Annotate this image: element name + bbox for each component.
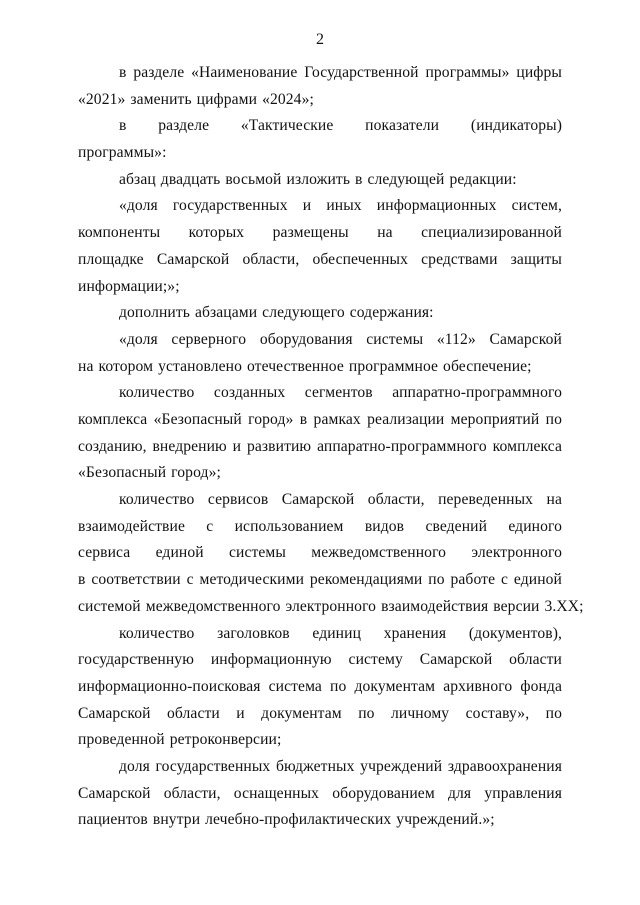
text-line: площадке Самарской области, обеспеченных средствами защиты	[78, 250, 562, 268]
text-line: Самарской области, оснащенных оборудованием для управления	[78, 784, 562, 802]
text-line: на котором установлено отечественное программное обеспечение;	[78, 357, 532, 375]
text-line: количество сервисов Самарской области, переведенных на	[119, 491, 562, 509]
text-line: «Безопасный город»;	[78, 464, 221, 482]
text-line: в разделе «Наименование Государственной программы» цифры	[119, 64, 562, 81]
paragraph-archive-headings	[78, 621, 562, 754]
text-line: сервиса единой системы межведомственного электронного	[78, 544, 562, 562]
text-line: в разделе «Тактические показатели (индикаторы)	[119, 117, 562, 135]
paragraph-info-systems-share	[78, 193, 562, 300]
paragraph-server-equipment-112	[78, 327, 562, 380]
paragraph-smev-services	[78, 487, 584, 620]
text-line: информационно-поисковая система по документам архивного фонда	[78, 677, 562, 695]
text-line: государственную информационную систему Самарской области	[78, 651, 562, 669]
text-line: программы»:	[78, 144, 167, 162]
paragraph-add-abzacs	[78, 300, 562, 327]
text-line: информации;»;	[78, 277, 180, 295]
text-line: «доля государственных и иных информационных систем,	[119, 197, 562, 215]
text-line: «доля серверного оборудования системы «112» Самарской	[119, 330, 562, 348]
paragraph-healthcare-institutions	[78, 754, 562, 834]
text-line: доля государственных бюджетных учреждений здравоохранения	[119, 758, 562, 776]
paragraph-abzac-28	[78, 167, 562, 194]
text-line: Самарской области и документам по личному составу», по	[78, 704, 562, 722]
text-line: «2021» заменить цифрами «2024»;	[78, 90, 314, 108]
text-line: количество заголовков единиц хранения (документов),	[119, 624, 562, 642]
document-body	[78, 60, 584, 834]
paragraph-tactical-indicators	[78, 113, 562, 166]
text-line: комплекса «Безопасный город» в рамках реализации мероприятий по	[78, 411, 562, 429]
text-line: взаимодействие с использованием видов сведений единого	[78, 517, 562, 535]
text-line: в соответствии с методическими рекомендациями по работе с единой	[78, 571, 562, 589]
text-line: созданию, внедрению и развитию аппаратно-программного комплекса	[78, 437, 562, 455]
text-line: пациентов внутри лечебно-профилактических учреждений.»;	[78, 811, 495, 829]
text-line: системой межведомственного электронного взаимодействия версии 3.XX;	[78, 597, 584, 615]
page-number: 2	[316, 31, 324, 48]
text-line: компоненты которых размещены на специализированной	[78, 224, 562, 242]
text-line: проведенной ретроконверсии;	[78, 731, 282, 749]
text-line: абзац двадцать восьмой изложить в следующей редакции:	[119, 170, 517, 188]
text-line: дополнить абзацами следующего содержания:	[119, 304, 434, 322]
text-line: количество созданных сегментов аппаратно-программного	[119, 384, 562, 402]
paragraph-safe-city-segments	[78, 380, 562, 487]
paragraph-program-name	[78, 60, 562, 113]
